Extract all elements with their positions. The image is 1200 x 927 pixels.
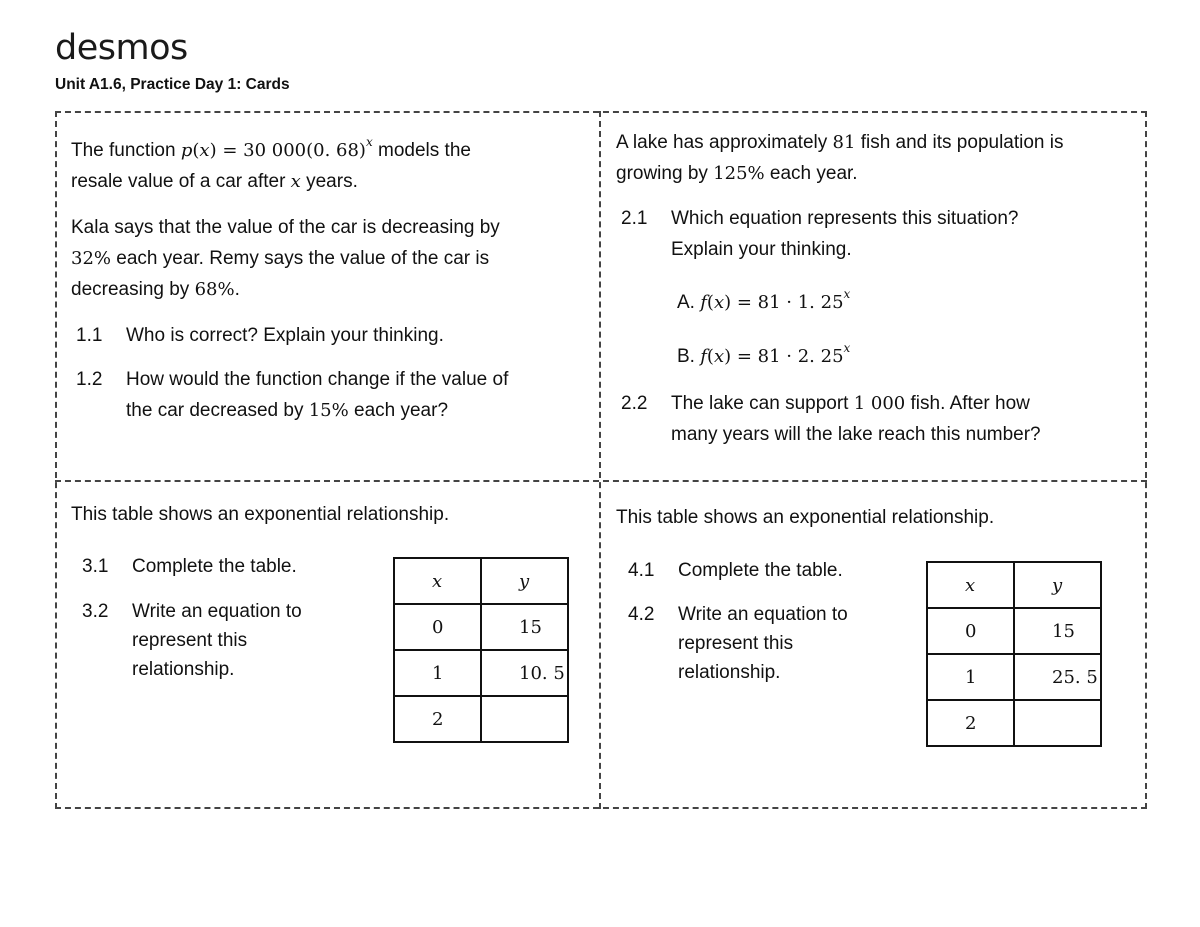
desmos-logo: desmos [55, 28, 188, 68]
question-4-1: 4.1 Complete the table. [628, 560, 843, 581]
table-cell: 1 [927, 654, 1014, 700]
card1-intro-line1: The function p(x) = 30 000(0. 68)$^x$ models the [71, 135, 471, 161]
table-cell: 15 [1014, 608, 1101, 654]
table-cell: 2 [394, 696, 481, 742]
table-row [394, 604, 568, 650]
table-cell: 2 [927, 700, 1014, 746]
question-3-2: 3.2 Write an equation to [82, 601, 302, 622]
table-header-row [927, 562, 1101, 608]
question-2-1: 2.1 Which equation represents this situation? [621, 208, 1019, 229]
table-row [927, 654, 1101, 700]
table-cell: 25. 5 [1014, 654, 1101, 700]
table-row [394, 650, 568, 696]
page-subtitle: Unit A1.6, Practice Day 1: Cards [55, 76, 290, 93]
card1-para2-line3: decreasing by 68%. [71, 279, 240, 300]
card4-intro: This table shows an exponential relationship. [616, 507, 995, 528]
option-b: B. f(x) = 81 · 2. 25$^x$ [677, 341, 851, 367]
table-cell: 1 [394, 650, 481, 696]
question-1-2-line2: the car decreased by 15% each year? [126, 400, 449, 421]
option-a: A. f(x) = 81 · 1. 25$^x$ [677, 287, 851, 313]
table-cell: 0 [394, 604, 481, 650]
question-3-2-line2: represent this [132, 630, 248, 651]
card1-para2-line2: 32% each year. Remy says the value of the car is [71, 248, 490, 269]
table-row [394, 696, 568, 742]
card3-intro: This table shows an exponential relationship. [71, 504, 450, 525]
question-4-2: 4.2 Write an equation to [628, 604, 848, 625]
table-cell: 15 [481, 604, 568, 650]
table-cell: 10. 5 [481, 650, 568, 696]
question-3-2-line3: relationship. [132, 659, 235, 680]
table-4 [926, 561, 1102, 747]
question-2-2-line2: many years will the lake reach this number? [671, 424, 1041, 445]
table-3 [393, 557, 569, 743]
table-row [927, 608, 1101, 654]
table-cell: 0 [927, 608, 1014, 654]
question-3-1: 3.1 Complete the table. [82, 556, 297, 577]
question-4-2-line2: represent this [678, 633, 794, 654]
card2-intro-line1: A lake has approximately 81 fish and its population is [616, 132, 1064, 153]
table-header-cell: x [927, 562, 1014, 608]
question-1-1: 1.1 Who is correct? Explain your thinking. [76, 325, 444, 346]
table-header-cell: y [1014, 562, 1101, 608]
question-2-1-line2: Explain your thinking. [671, 239, 852, 260]
question-2-2: 2.2 The lake can support 1 000 fish. After how [621, 393, 1030, 414]
table-cell-blank[interactable] [481, 696, 568, 742]
grid-divider-horizontal [55, 480, 1147, 482]
grid-divider-vertical [599, 111, 601, 809]
question-4-2-line3: relationship. [678, 662, 781, 683]
question-1-2: 1.2 How would the function change if the value of [76, 369, 509, 390]
table-header-cell: y [481, 558, 568, 604]
table-cell-blank[interactable] [1014, 700, 1101, 746]
card1-intro-line2: resale value of a car after x years. [71, 171, 358, 192]
table-header-row [394, 558, 568, 604]
card2-intro-line2: growing by 125% each year. [616, 163, 858, 184]
table-header-cell: x [394, 558, 481, 604]
card1-para2-line1: Kala says that the value of the car is decreasing by [71, 217, 500, 238]
table-row [927, 700, 1101, 746]
